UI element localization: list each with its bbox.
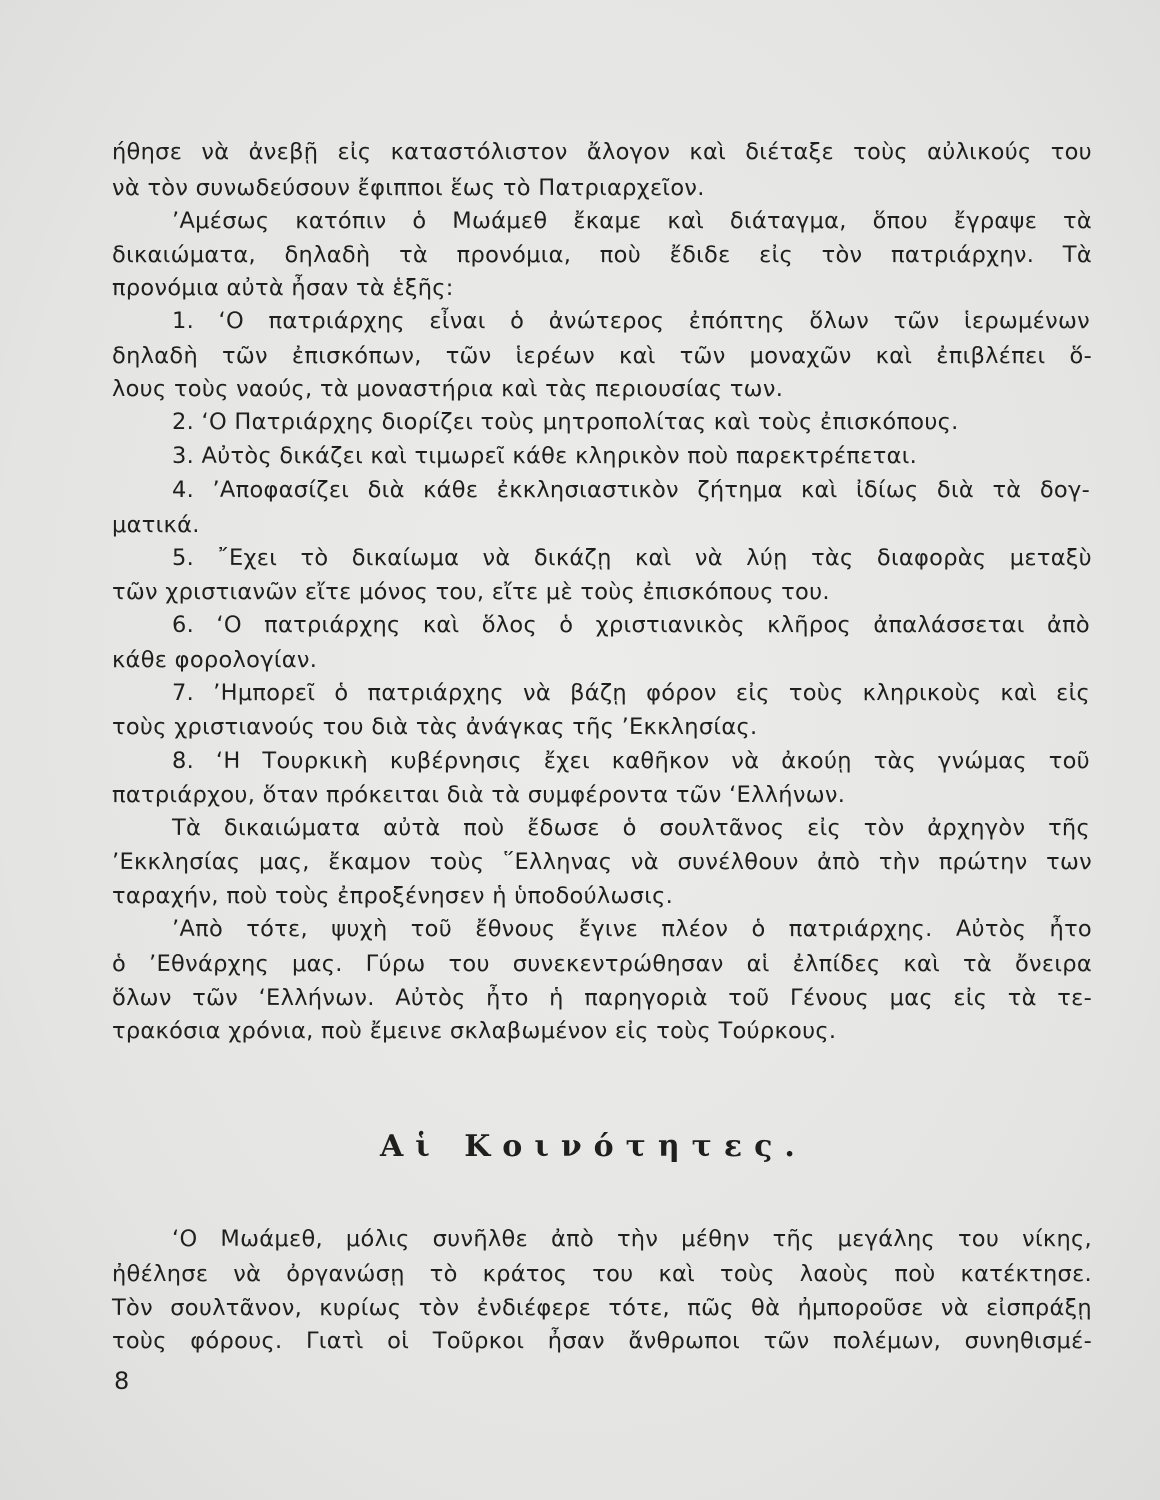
text-line: ταραχήν, ποὺ τοὺς ἐπροξένησεν ἡ ὑποδούλωσις. — [112, 883, 674, 909]
text-line: ὅλων τῶν ‘Ελλήνων. Αὐτὸς ἦτο ἡ παρηγοριὰ τοῦ Γένους μας εἰς τὰ τε- — [112, 985, 1092, 1011]
text-line: τοὺς φόρους. Γιατὶ οἱ Τοῦρκοι ἦσαν ἄνθρωποι τῶν πολέμων, συνηθισμέ- — [112, 1328, 1092, 1354]
text-line: προνόμια αὐτὰ ἦσαν τὰ ἑξῆς: — [112, 275, 454, 301]
text-line: Τὰ δικαιώματα αὐτὰ ποὺ ἔδωσε ὁ σουλτᾶνος εἰς τὸν ἀρχηγὸν τῆς — [172, 815, 1090, 841]
page-number: 8 — [114, 1367, 130, 1395]
text-line: ἠθέλησε νὰ ὀργανώσῃ τὸ κράτος του καὶ τοὺς λαοὺς ποὺ κατέκτησε. — [112, 1261, 1092, 1287]
text-line: πατριάρχου, ὅταν πρόκειται διὰ τὰ συμφέροντα τῶν ‘Ελλήνων. — [112, 782, 846, 808]
text-line: ’Εκκλησίας μας, ἔκαμον τοὺς ῞Ελληνας νὰ συνέλθουν ἀπὸ τὴν πρώτην των — [112, 849, 1092, 875]
text-line: Τὸν σουλτᾶνον, κυρίως τὸν ἐνδιέφερε τότε, πῶς θὰ ἠμποροῦσε νὰ εἰσπράξῃ — [112, 1295, 1092, 1321]
text-line: ματικά. — [112, 512, 200, 538]
text-line: 6. ‘Ο πατριάρχης καὶ ὅλος ὁ χριστιανικὸς κλῆρος ἀπαλάσσεται ἀπὸ — [172, 612, 1090, 638]
text-line: ήθησε νὰ ἀνεβῇ εἰς καταστόλιστον ἄλογον καὶ διέταξε τοὺς αὐλικούς του — [112, 139, 1092, 165]
text-line: νὰ τὸν συνωδεύσουν ἔφιπποι ἕως τὸ Πατριαρχεῖον. — [112, 175, 705, 201]
text-line: ὁ ’Εθνάρχης μας. Γύρω του συνεκεντρώθησαν αἱ ἐλπίδες καὶ τὰ ὄνειρα — [112, 951, 1092, 977]
text-line: ’Αμέσως κατόπιν ὁ Μωάμεθ ἔκαμε καὶ διάταγμα, ὅπου ἔγραψε τὰ — [172, 208, 1092, 234]
text-line: 4. ’Αποφασίζει διὰ κάθε ἐκκλησιαστικὸν ζήτημα καὶ ἰδίως διὰ τὰ δογ- — [172, 477, 1090, 503]
text-line: 3. Αὐτὸς δικάζει καὶ τιμωρεῖ κάθε κληρικὸν ποὺ παρεκτρέπεται. — [172, 443, 918, 469]
text-line: ’Απὸ τότε, ψυχὴ τοῦ ἔθνους ἔγινε πλέον ὁ πατριάρχης. Αὐτὸς ἦτο — [172, 916, 1092, 942]
text-line: δικαιώματα, δηλαδὴ τὰ προνόμια, ποὺ ἔδιδε εἰς τὸν πατριάρχην. Τὰ — [112, 242, 1092, 268]
text-line: δηλαδὴ τῶν ἐπισκόπων, τῶν ἱερέων καὶ τῶν μοναχῶν καὶ ἐπιβλέπει ὅ- — [112, 343, 1092, 369]
text-line: τρακόσια χρόνια, ποὺ ἔμεινε σκλαβωμένον εἰς τοὺς Τούρκους. — [112, 1018, 837, 1044]
text-line: 8. ‘Η Τουρκικὴ κυβέρνησις ἔχει καθῆκον νὰ ἀκούῃ τὰς γνώμας τοῦ — [172, 748, 1090, 774]
text-line: 7. ’Ημπορεῖ ὁ πατριάρχης νὰ βάζῃ φόρον εἰς τοὺς κληρικοὺς καὶ εἰς — [172, 680, 1090, 706]
text-line: 1. ‘Ο πατριάρχης εἶναι ὁ ἀνώτερος ἐπόπτης ὅλων τῶν ἱερωμένων — [172, 308, 1090, 334]
text-line: τῶν χριστιανῶν εἴτε μόνος του, εἴτε μὲ τοὺς ἐπισκόπους του. — [112, 579, 830, 605]
section-heading: Αἱ Κοινότητες. — [380, 1129, 807, 1164]
text-line: λους τοὺς ναούς, τὰ μοναστήρια καὶ τὰς περιουσίας των. — [112, 376, 784, 402]
text-line: 5. ῎Εχει τὸ δικαίωμα νὰ δικάζῃ καὶ νὰ λύῃ τὰς διαφορὰς μεταξὺ — [172, 545, 1092, 571]
text-line: 2. ‘Ο Πατριάρχης διορίζει τοὺς μητροπολίτας καὶ τοὺς ἐπισκόπους. — [172, 409, 959, 435]
text-line: ‘Ο Μωάμεθ, μόλις συνῆλθε ἀπὸ τὴν μέθην τῆς μεγάλης του νίκης, — [172, 1226, 1092, 1252]
text-line: κάθε φορολογίαν. — [112, 647, 318, 673]
text-line: τοὺς χριστιανούς του διὰ τὰς ἀνάγκας τῆς ’Εκκλησίας. — [112, 714, 758, 740]
